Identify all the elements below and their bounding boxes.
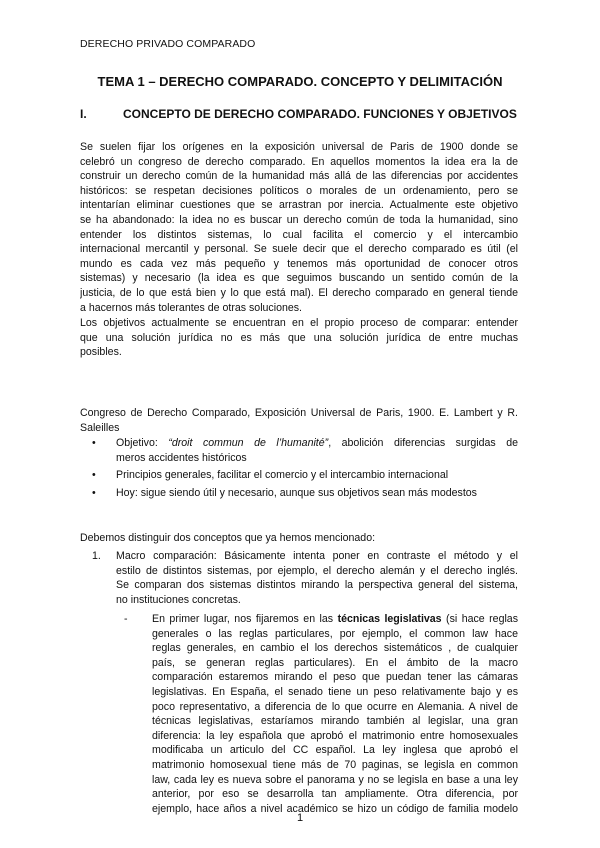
text-line: celebró un congreso de derecho comparado. En aquellos momentos la idea era la de (80, 155, 518, 168)
dash-item (124, 612, 518, 816)
text-line (116, 436, 518, 451)
page-number: 1 (296, 812, 304, 824)
text-line: meros accidentes históricos (116, 451, 247, 464)
text-line: país, se generan reglas particulares). En el ámbito de la macro (152, 656, 518, 669)
text-line: que una solución jurídica no es más que una solución jurídica de entre muchas (80, 331, 518, 344)
text-line: no instituciones concretas. (116, 593, 241, 606)
text-line: entender los distintos sistemas, lo cual facilita el comercio y el intercambio (80, 228, 518, 241)
text-line: reglas generales, en cambio el los derechos sistemáticos , de cualquier (152, 642, 518, 655)
paragraph-origins (80, 140, 518, 315)
text: , abolición diferencias surgidas de (328, 437, 518, 449)
text-line: Saleilles (80, 421, 120, 434)
section-title: CONCEPTO DE DERECHO COMPARADO. FUNCIONES Y OBJETIVOS (123, 107, 517, 121)
text-line: técnicas legislativas, estaríamos mirando también al legislar, una gran (152, 715, 518, 728)
text-line: históricos: se respetan decisiones políticos o morales de un ordenamiento, pero se (80, 184, 518, 197)
text-line: intentarían eliminar cuestiones que se arrastran por inercia. Actualmente este objetivo (80, 199, 518, 212)
paragraph-congreso (80, 406, 518, 435)
text-line: justicia, de lo que está bien y lo que está mal). El derecho comparado en general tiende (80, 286, 518, 299)
text-line: posibles. (80, 346, 122, 359)
text-line: estilo de distintos sistemas, por ejemplo, el derecho alemán y el derecho inglés. (116, 564, 518, 577)
text-line (152, 612, 518, 627)
paragraph-objectives (80, 316, 518, 360)
text-line: se ha abandonado: la idea no es buscar un derecho común de toda la humanidad, sino (80, 213, 518, 226)
text-line: matrimonio homosexual tiene más de 70 paginas, se legisla en common (152, 758, 518, 771)
text-line: generales o las reglas particulares, por ejemplo, el common law hace (152, 627, 518, 640)
text-line: poco representativo, a diferencia de lo que ocurre en Alemania. A nivel de (152, 700, 518, 713)
document-title: TEMA 1 – DERECHO COMPARADO. CONCEPTO Y DELIMITACIÓN (97, 74, 503, 89)
text-line: ejemplo, hace años a nivel académico se hizo un código de familia modelo (152, 802, 518, 815)
text-line: Congreso de Derecho Comparado, Exposición Universal de Paris, 1900. E. Lambert y R. (80, 407, 518, 419)
numbered-item-text (116, 549, 518, 607)
text-line: a hacernos más tolerantes de otras soluciones. (80, 301, 303, 314)
text-line: sistemas) y necesario (la idea es que seguimos buscando un sentido común de la (80, 272, 518, 285)
text-line: Se suelen fijar los orígenes en la exposición universal de Paris de 1900 donde se (80, 141, 518, 153)
text-line: Se comparan dos sistemas distintos mirando la perspectiva general del sistema, (116, 579, 518, 592)
text-line: Los objetivos actualmente se encuentran en el propio proceso de comparar: entender (80, 317, 518, 329)
text-line: Macro comparación: Básicamente intenta poner en contraste el método y el (116, 550, 518, 562)
text-line: Principios generales, facilitar el comercio y el intercambio internacional (116, 469, 449, 482)
numbered-item (92, 549, 518, 607)
list-item (92, 436, 518, 465)
bullet-list (92, 436, 518, 500)
text-line: Debemos distinguir dos conceptos que ya hemos mencionado: (80, 532, 376, 544)
text-line: construir un derecho común de la humanidad más allá de las diferencias por accidentes (80, 170, 518, 183)
text-line: legislativas. En España, el senado tiene un peso relativamente bajo y es (152, 685, 518, 698)
text-line: comparación estaremos mirando el peso que puedan tener las cámaras (152, 671, 518, 684)
running-header: DERECHO PRIVADO COMPARADO (80, 38, 256, 50)
text: En primer lugar, nos fijaremos en las (152, 613, 338, 625)
bullet-icon: • (92, 437, 96, 449)
number-marker: 1. (92, 550, 101, 562)
text-line: diferencia: la ley española que aprobó el matrimonio entre homosexuales (152, 729, 518, 742)
bullet-icon: • (92, 486, 96, 499)
text: Objetivo: (116, 437, 169, 449)
bold-term: técnicas legislativas (337, 613, 442, 625)
text-line: anterior, por eso se desarrolla tan ampliamente. Otra diferencia, por (152, 788, 518, 801)
text-line: modificaba un articulo del CC español. La ley inglesa que aprobó el (152, 744, 518, 757)
text-line: internacional mercantil y personal. Se suele decir que el derecho comparado es útil (el (80, 243, 518, 256)
list-item (92, 486, 518, 501)
text-line: mundo es cada vez más pequeño y tenemos más oportunidad de conocer otros (80, 257, 518, 270)
section-heading (80, 107, 517, 121)
bullet-icon: • (92, 469, 96, 482)
text: (si hace reglas (441, 613, 518, 625)
text-line: law, cada ley es nueva sobre el panorama y no se legisla en base a una ley (152, 773, 518, 786)
dash-marker: - (124, 613, 128, 625)
text-line: Hoy: sigue siendo útil y necesario, aunque sus objetivos sean más modestos (116, 486, 477, 499)
dash-item-text (152, 627, 518, 817)
paragraph-intro (80, 531, 518, 546)
list-item (92, 468, 518, 483)
section-number: I. (80, 107, 87, 121)
quote-italic: “droit commun de l’humanité” (168, 437, 329, 449)
